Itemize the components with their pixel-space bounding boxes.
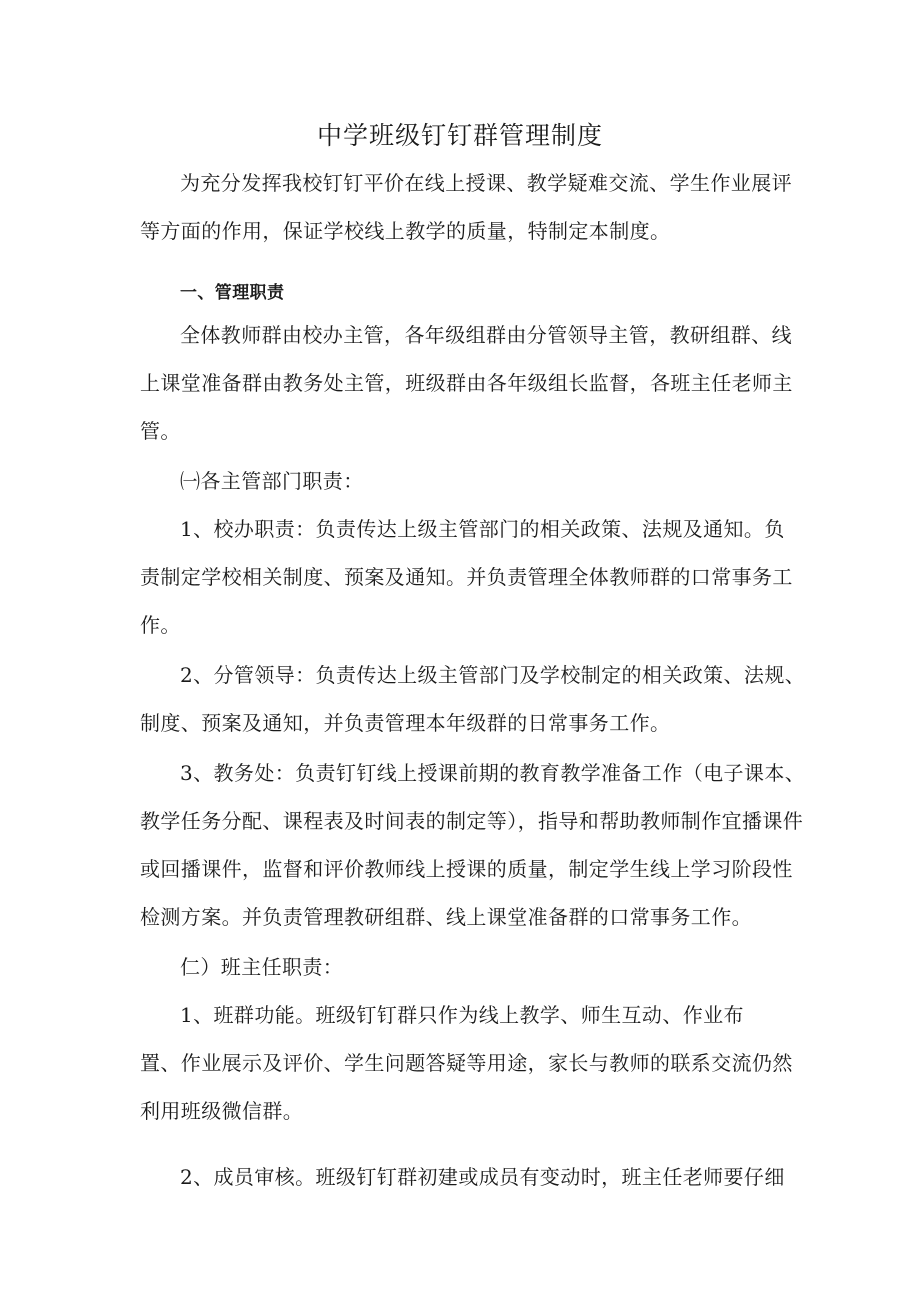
subsection-heading-departments: ㈠各主管部门职责： xyxy=(180,469,364,493)
dept-item-3-line-4: 检测方案。并负责管理教研组群、线上课堂准备群的口常事务工作。 xyxy=(140,905,752,929)
intro-line-1: 为充分发挥我校钉钉平价在线上授课、教学疑难交流、学生作业展评 xyxy=(180,171,792,195)
dept-item-1-line-2: 责制定学校相关制度、预案及通知。并负责管理全体教师群的口常事务工 xyxy=(140,565,793,589)
dept-item-3-line-2: 教学任务分配、课程表及时间表的制定等），指导和帮助教师制作宜播课件 xyxy=(140,809,804,833)
section1-para-line-2: 上课堂准备群由教务处主管，班级群由各年级组长监督，各班主任老师主 xyxy=(140,371,793,395)
teacher-item-1-line-1: 1、班群功能。班级钉钉群只作为线上教学、师生互动、作业布 xyxy=(180,1003,744,1027)
dept-item-1-line-1: 1、校办职责：负责传达上级主管部门的相关政策、法规及通知。负 xyxy=(180,517,785,541)
dept-item-2-line-2: 制度、预案及通知，并负责管理本年级群的日常事务工作。 xyxy=(140,711,671,735)
teacher-item-2-line-1: 2、成员审核。班级钉钉群初建或成员有变动时，班主任老师要仔细 xyxy=(180,1165,785,1189)
section-heading-management: 一、管理职责 xyxy=(180,283,285,303)
dept-item-3-line-1: 3、教务处：负责钉钉线上授课前期的教育教学准备工作（电子课本、 xyxy=(180,761,806,785)
dept-item-3-line-3: 或回播课件，监督和评价教师线上授课的质量，制定学生线上学习阶段性 xyxy=(140,857,793,881)
teacher-item-1-line-3: 利用班级微信群。 xyxy=(140,1099,304,1123)
dept-item-1-line-3: 作。 xyxy=(140,613,181,637)
dept-item-2-line-1: 2、分管领导：负责传达上级主管部门及学校制定的相关政策、法规、 xyxy=(180,663,806,687)
intro-line-2: 等方面的作用，保证学校线上教学的质量，特制定本制度。 xyxy=(140,219,671,243)
teacher-item-1-line-2: 置、作业展示及评价、学生问题答疑等用途，家长与教师的联系交流仍然 xyxy=(140,1051,793,1075)
subsection-heading-class-teacher: 仁）班主任职责： xyxy=(180,955,344,979)
section1-para-line-1: 全体教师群由校办主管，各年级组群由分管领导主管，教研组群、线 xyxy=(180,323,792,347)
section1-para-line-3: 管。 xyxy=(140,419,181,443)
document-title: 中学班级钉钉群管理制度 xyxy=(316,121,603,150)
